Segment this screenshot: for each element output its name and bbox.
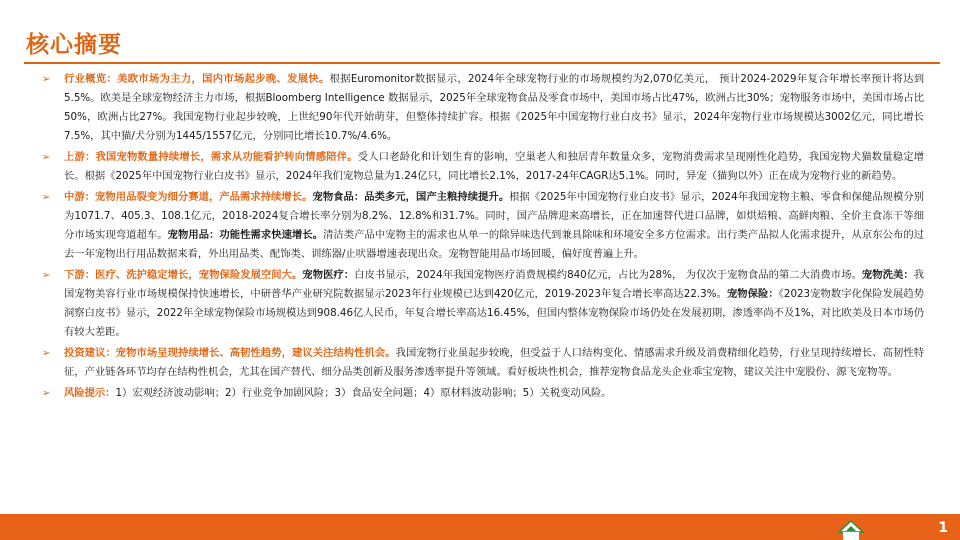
item-lead: 投资建议：宠物市场呈现持续增长、高韧性趋势，建议关注结构性机会。: [64, 347, 396, 359]
list-item-risk: [40, 384, 924, 403]
list-item-downstream: [40, 266, 924, 342]
arrow-bullet-icon: ➢: [42, 152, 51, 163]
item-text: 《2023宠物数字化保险发展趋势洞察白皮书》显示，2022年全球宠物保险市场规模达到908.46亿人民币，年复合增长率高达16.45%，但国内整体宠物保险市场仍处在发展初期，渗透率尚不及1%，对比欧美及日本市场仍有较大差距。: [64, 288, 924, 338]
arrow-bullet-icon: ➢: [42, 74, 51, 85]
title-divider: [24, 62, 940, 64]
item-subhead: 宠物保险：: [726, 288, 779, 300]
arrow-bullet-icon: ➢: [42, 388, 51, 399]
item-subhead: 宠物食品：品类多元，国产主粮持续提升。: [312, 191, 510, 203]
list-item-midstream: [40, 188, 924, 264]
item-text: 1）宏观经济波动影响；2）行业竞争加剧风险；3）食品安全问题；4）原材料波动影响；5）关税变动风险。: [115, 387, 612, 399]
list-item-upstream: [40, 148, 924, 186]
item-subhead: 宠物用品：功能性需求快速增长。: [167, 229, 324, 241]
item-text: 清洁类产品中宠物主的需求也从单一的除异味迭代到兼具除味和环境安全多方位需求。出行类产品拟人化需求提升，从京东公布的过去一年宠物出行用品数据来看，外出用品类、配饰类、训练器/止吠器增速表现出众。宠物智能用品市场回暖，偏好度普遍上升。: [64, 229, 925, 260]
footer-bar: [0, 514, 960, 540]
item-subhead: 宠物洗美：: [861, 269, 914, 281]
list-item-investment: [40, 344, 924, 382]
item-lead: 上游：我国宠物数量持续增长，需求从功能看护转向情感陪伴。: [64, 151, 358, 163]
list-item-industry-overview: [40, 70, 924, 146]
item-text: 我国宠物美容行业市场规模保持快速增长，中研普华产业研究院数据显示2023年行业规模已达到420亿元，2019-2023年复合增长率高达22.3%。: [64, 269, 924, 300]
item-text: 白皮书显示，2024年我国宠物医疗消费规模约840亿元，占比为28%， 为仅次于宠物食品的第二大消费市场。: [354, 269, 862, 281]
summary-list: [40, 70, 924, 405]
item-text: 根据《2025年中国宠物行业白皮书》显示，2024年我国宠物主粮、零食和保健品规模分别为1071.7、405.3、108.1亿元，2018-2024复合增长率分别为8.2%、12.8%和31.7%。同时，国产品牌迎来高增长，正在加速替代进口品牌，如烘焙粮、高鲜肉粮、全价主食冻干等细分市场实现弯道超车。: [64, 191, 925, 241]
item-lead: 风险提示：: [64, 387, 116, 399]
arrow-bullet-icon: ➢: [42, 192, 51, 203]
page-number: 1: [938, 520, 948, 536]
item-lead: 下游：医疗、洗护稳定增长，宠物保险发展空间大。: [64, 269, 303, 281]
item-text: 根据Euromonitor数据显示，2024年全球宠物行业的市场规模约为2,070亿美元， 预计2024-2029年复合年增长率预计将达到5.5%。欧美是全球宠物经济主力市场，根据Bloomberg Intelligence 数据显示，2025年全球宠物食品及零食市场中，美国市场占比47%，欧洲占比30%；宠物服务市场中，美国市场占比50%，欧洲占比27%。我国宠物行业起步较晚，上世纪90年代开始萌芽，但整体持续扩容。根据《2025年中国宠物行业白皮书》显示，2024年宠物行业市场规模达3002亿元，同比增长7.5%，其中猫/犬分别为1445/1557亿元，分别同比增长10.7%/4.6%。: [64, 73, 924, 142]
item-lead: 中游：宠物用品裂变为细分赛道，产品需求持续增长。: [64, 191, 313, 203]
item-text: 受人口老龄化和计划生育的影响，空巢老人和独居青年数量众多，宠物消费需求呈现刚性化趋势，我国宠物犬猫数量稳定增长。根据《2025年中国宠物行业白皮书》显示，2024年我们宠物总量为1.24亿只，同比增长2.1%，2017-24年CAGR达5.1%。同时，异宠（猫狗以外）正在成为宠物行业的新趋势。: [64, 151, 925, 182]
arrow-bullet-icon: ➢: [42, 348, 51, 359]
house-logo-icon: [838, 520, 864, 540]
page-title: 核心摘要: [26, 31, 122, 58]
item-lead: 行业概览：美欧市场为主力，国内市场起步晚、发展快。: [64, 73, 330, 85]
arrow-bullet-icon: ➢: [42, 270, 51, 281]
item-text: 我国宠物行业虽起步较晚，但受益于人口结构变化、情感需求升级及消费精细化趋势，行业呈现持续增长、高韧性特征，产业链各环节均存在结构性机会，尤其在国产替代、细分品类创新及服务渗透率提升等领域。看好板块性机会，推荐宠物食品龙头企业乖宝宠物，建议关注中宠股份、源飞宠物等。: [64, 347, 925, 378]
item-subhead: 宠物医疗：: [302, 269, 355, 281]
